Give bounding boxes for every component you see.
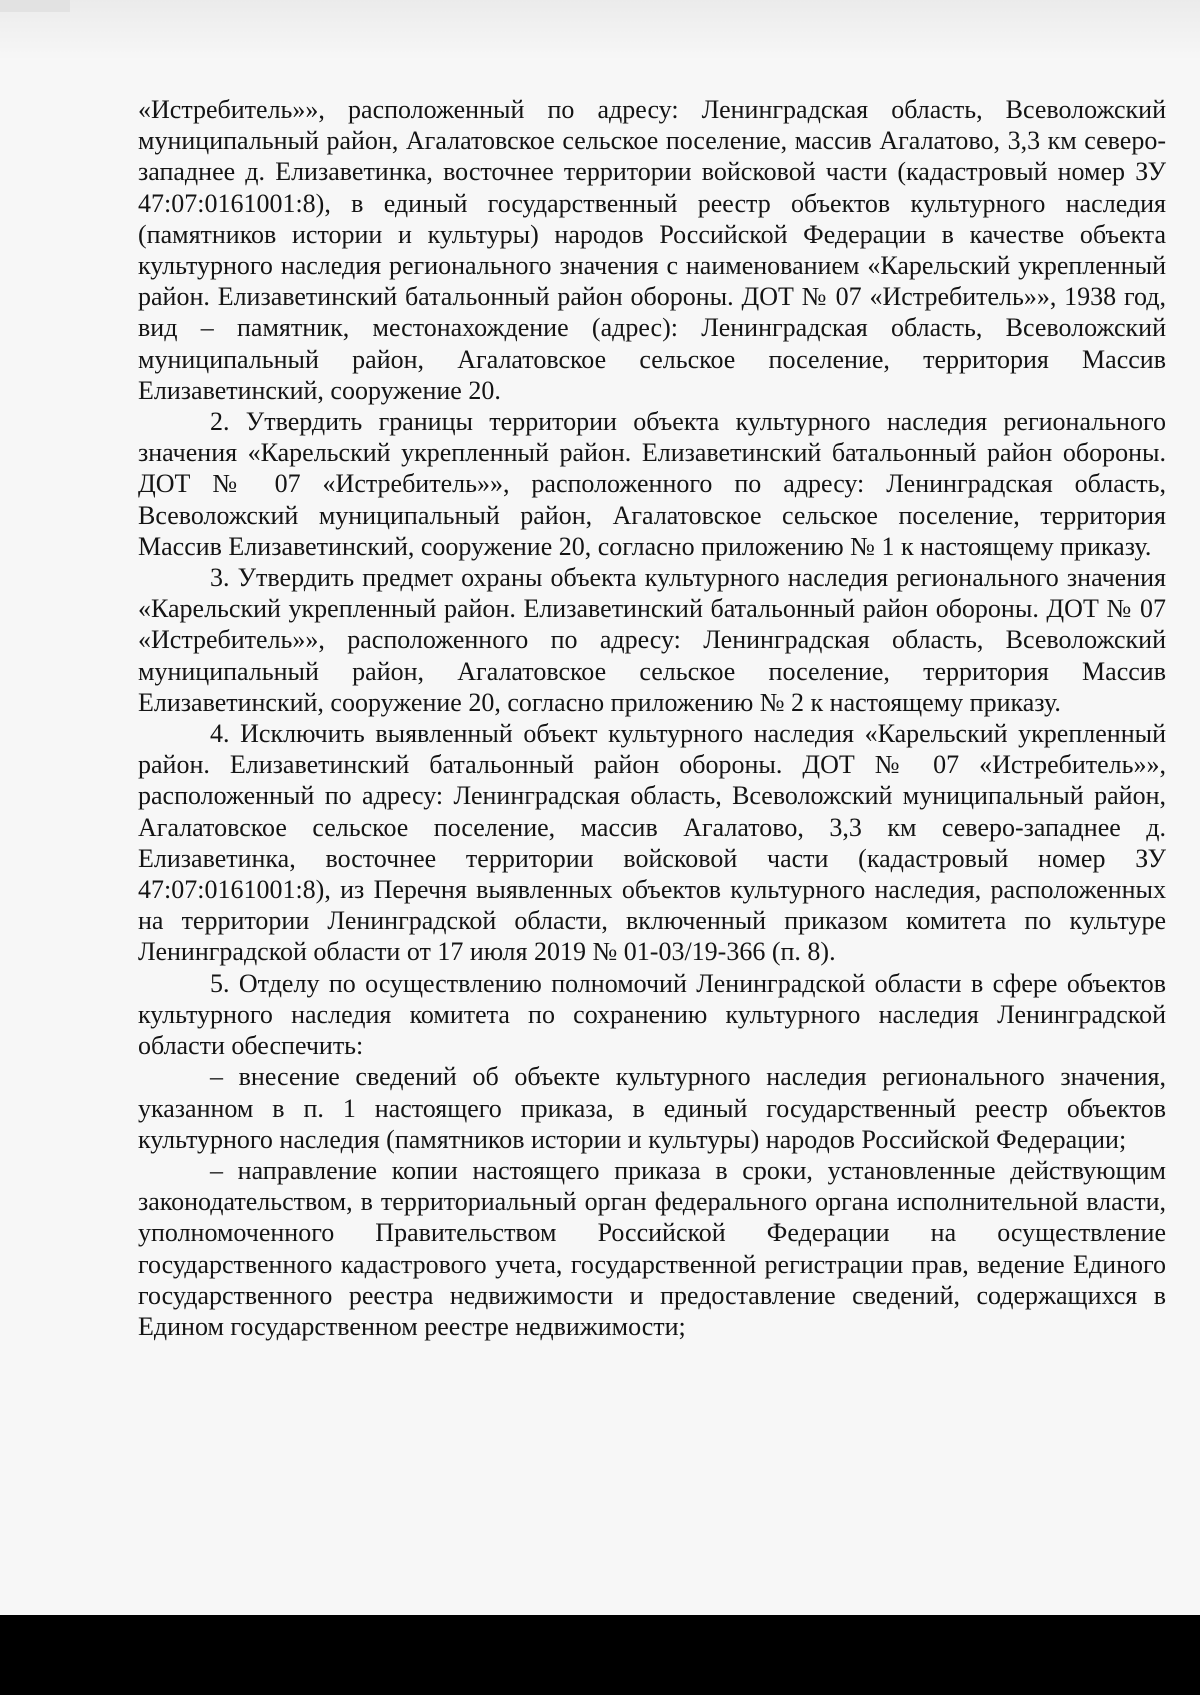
paragraph-4: 4. Исключить выявленный объект культурного наследия «Карельский укрепленный район. Елизаветинский батальонный район обороны. ДОТ № 07 «Истребитель»», расположенный по адресу: Ленинградская область, Всеволожский муниципальный район, Агалатовское сельское поселение, массив Агалатово, 3,3 км северо-западнее д. Елизаветинка, восточнее территории войсковой части (кадастровый номер ЗУ 47:07:0161001:8), из Перечня выявленных объектов культурного наследия, расположенных на территории Ленинградской области, включенный приказом комитета по культуре Ленинградской области от 17 июля 2019 № 01-03/19-366 (п. 8). — [138, 719, 1166, 967]
document-body — [138, 94, 1166, 1342]
paragraph-5-item-2: – направление копии настоящего приказа в сроки, установленные действующим законодательством, в территориальный орган федерального органа исполнительной власти, уполномоченного Правительством Российской Федерации на осуществление государственного кадастрового учета, государственной регистрации прав, ведение Единого государственного реестра недвижимости и предоставление сведений, содержащихся в Едином государственном реестре недвижимости; — [138, 1155, 1166, 1341]
paragraph-5-item-1: – внесение сведений об объекте культурного наследия регионального значения, указанном в п. 1 настоящего приказа, в единый государственный реестр объектов культурного наследия (памятников истории и культуры) народов Российской Федерации; — [138, 1062, 1166, 1154]
scan-shading — [0, 0, 1200, 60]
paragraph-2: 2. Утвердить границы территории объекта культурного наследия регионального значения «Карельский укрепленный район. Елизаветинский батальонный район обороны. ДОТ № 07 «Истребитель»», расположенного по адресу: Ленинградская область, Всеволожский муниципальный район, Агалатовское сельское поселение, территория Массив Елизаветинский, сооружение 20, согласно приложению № 1 к настоящему приказу. — [138, 407, 1166, 561]
scan-black-border — [0, 1615, 1200, 1695]
paragraph-1-continuation: «Истребитель»», расположенный по адресу: Ленинградская область, Всеволожский муниципальный район, Агалатовское сельское поселение, массив Агалатово, 3,3 км северо-западнее д. Елизаветинка, восточнее территории войсковой части (кадастровый номер ЗУ 47:07:0161001:8), в единый государственный реестр объектов культурного наследия (памятников истории и культуры) народов Российской Федерации в качестве объекта культурного наследия регионального значения с наименованием «Карельский укрепленный район. Елизаветинский батальонный район обороны. ДОТ № 07 «Истребитель»», 1938 год, вид – памятник, местонахождение (адрес): Ленинградская область, Всеволожский муниципальный район, Агалатовское сельское поселение, территория Массив Елизаветинский, сооружение 20. — [138, 95, 1166, 405]
scan-corner-artifact — [0, 0, 70, 12]
paragraph-5: 5. Отделу по осуществлению полномочий Ленинградской области в сфере объектов культурного наследия комитета по сохранению культурного наследия Ленинградской области обеспечить: — [138, 968, 1166, 1061]
paragraph-3: 3. Утвердить предмет охраны объекта культурного наследия регионального значения «Карельский укрепленный район. Елизаветинский батальонный район обороны. ДОТ № 07 «Истребитель»», расположенного по адресу: Ленинградская область, Всеволожский муниципальный район, Агалатовское сельское поселение, территория Массив Елизаветинский, сооружение 20, согласно приложению № 2 к настоящему приказу. — [138, 563, 1166, 717]
